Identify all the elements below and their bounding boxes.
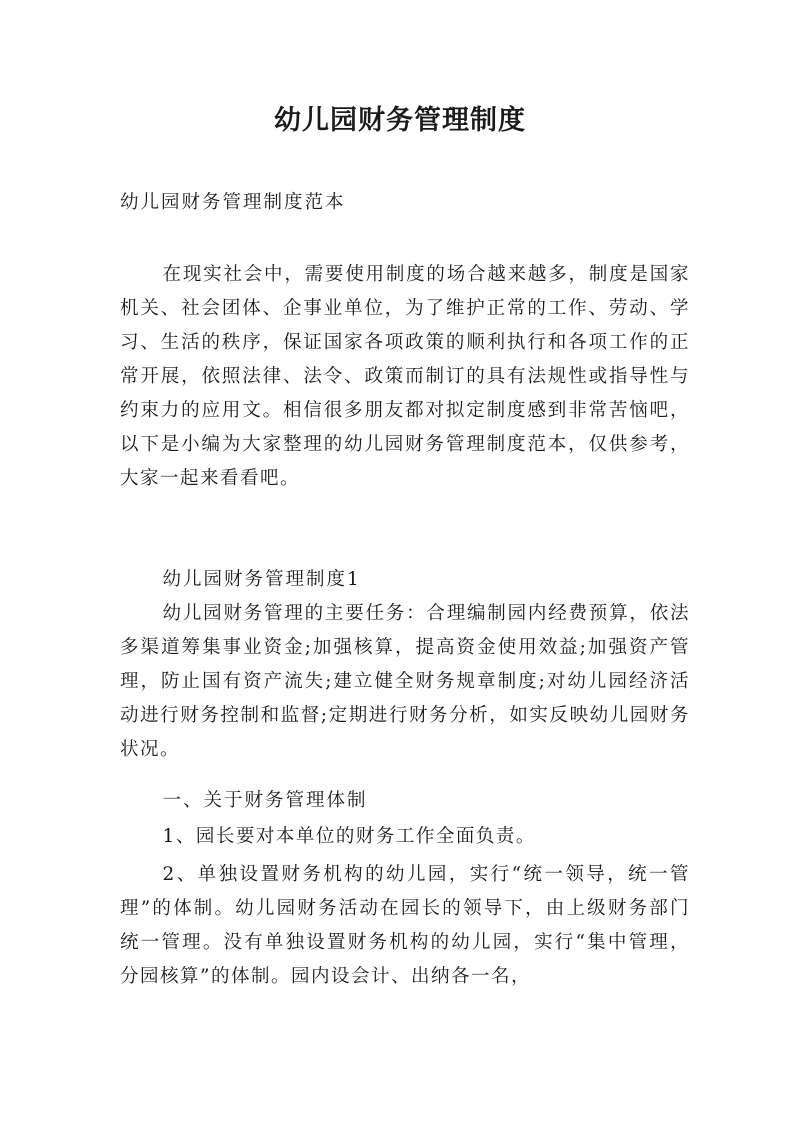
- section-heading: 幼儿园财务管理制度1: [162, 569, 361, 590]
- tasks-paragraph: 幼儿园财务管理的主要任务：合理编制园内经费预算，依法多渠道筹集事业资金;加强核算，提高资金使用效益;加强资产管理，防止国有资产流失;建立健全财务规章制度;对幼儿园经济活动进行财务控制和监督;定期进行财务分析，如实反映幼儿园财务状况。: [120, 603, 690, 760]
- intro-paragraph: 在现实社会中，需要使用制度的场合越来越多，制度是国家机关、社会团体、企事业单位，为了维护正常的工作、劳动、学习、生活的秩序，保证国家各项政策的顺利执行和各项工作的正常开展，依照法律、法令、政策而制订的具有法规性或指导性与约束力的应用文。相信很多朋友都对拟定制度感到非常苦恼吧，以下是小编为大家整理的幼儿园财务管理制度范本，仅供参考，大家一起来看看吧。: [120, 264, 690, 489]
- list-item: 1、园长要对本单位的财务工作全面负责。: [162, 826, 536, 847]
- document-title: 幼儿园财务管理制度: [274, 105, 526, 136]
- list-item: 2、单独设置财务机构的幼儿园，实行“统一领导，统一管理”的体制。幼儿园财务活动在园长的领导下，由上级财务部门统一管理。没有单独设置财务机构的幼儿园，实行“集中管理，分园核算”的体制。园内设会计、出纳各一名，: [120, 864, 690, 987]
- document-subtitle: 幼儿园财务管理制度范本: [120, 192, 346, 213]
- part-heading: 一、关于财务管理体制: [162, 790, 368, 811]
